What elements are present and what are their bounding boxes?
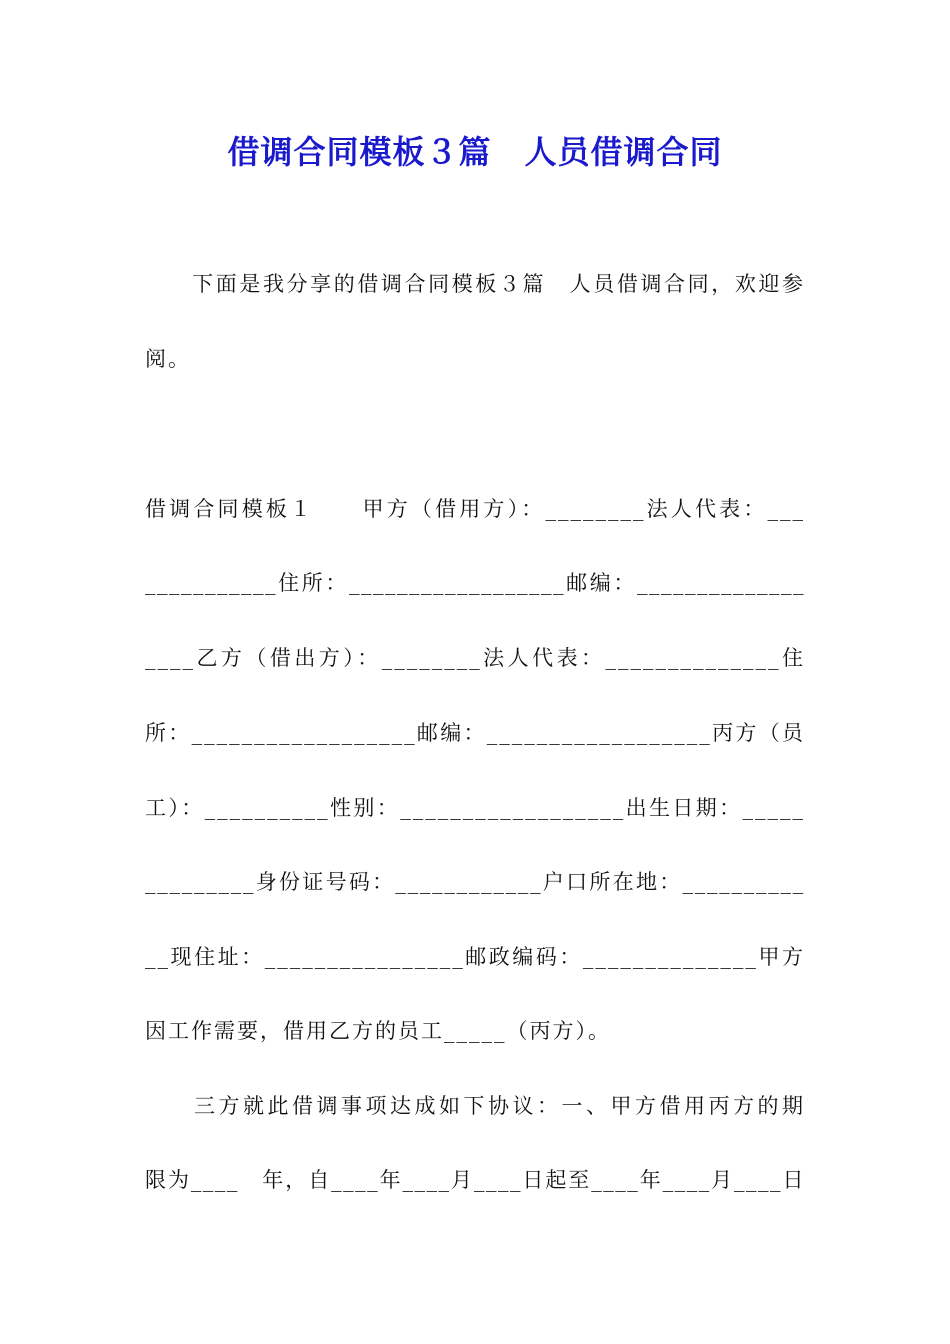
paragraph-line: __现住址：________________邮政编码：______________甲方 xyxy=(145,945,805,969)
paragraph-line: ___________住所：__________________邮编：______________ xyxy=(145,571,805,595)
document-title: 借调合同模板３篇 人员借调合同 xyxy=(227,133,723,171)
paragraph-line: _________身份证号码：____________户口所在地：__________ xyxy=(145,870,805,894)
paragraph-line: 所：__________________邮编：__________________丙方（员 xyxy=(145,721,805,745)
paragraph-line: 借调合同模板１ 甲方（借用方）：________法人代表：___ xyxy=(145,497,805,521)
paragraph-line: 因工作需要，借用乙方的员工_____（丙方）。 xyxy=(145,1019,611,1043)
paragraph-line: 工）：__________性别：__________________出生日期：_____ xyxy=(145,796,805,820)
paragraph-line: 限为____ 年，自____年____月____日起至____年____月____日 xyxy=(145,1168,805,1192)
paragraph-line: ____乙方（借出方）：________法人代表：______________住 xyxy=(145,646,805,670)
paragraph-line: 阅。 xyxy=(145,347,191,371)
paragraph-line: 下面是我分享的借调合同模板３篇 人员借调合同，欢迎参 xyxy=(145,272,805,296)
paragraph-line: 三方就此借调事项达成如下协议：一、甲方借用丙方的期 xyxy=(145,1094,805,1118)
